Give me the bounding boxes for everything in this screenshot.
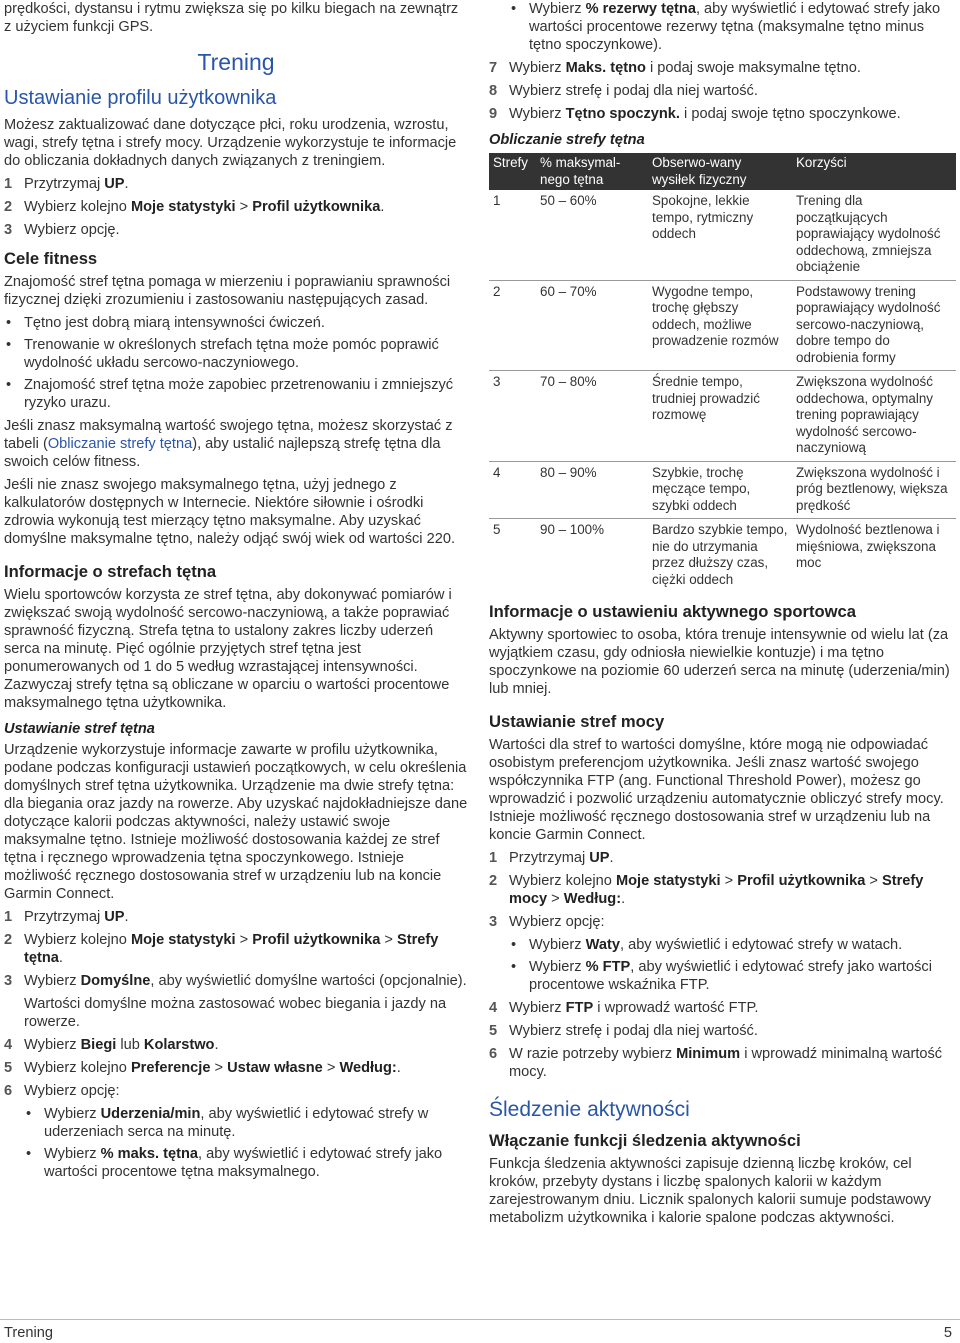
set-step-3: 3 Wybierz Domyślne, aby wyświetlić domyślne wartości (opcjonalnie). xyxy=(4,973,467,989)
table-row: 3 70 – 80% Średnie tempo, trudniej prowadzić rozmowę Zwiększona wydolność oddechowa, optymalny trening poprawiający wydolność sercowo-naczyniową xyxy=(489,371,956,462)
chapter-title: Trening xyxy=(197,49,275,75)
power-step-2: 2 Wybierz kolejno Moje statystyki > Profil użytkownika > Strefy mocy > Według:. xyxy=(489,873,924,907)
set-step-3-note: Wartości domyślne można zastosować wobec biegania i jazdy na rowerze. xyxy=(24,996,447,1030)
athlete-text: Aktywny sportowiec to osoba, która trenuje intensywnie od wielu lat (za wyjątkiem czasu, gdy odniosła niewielkie kontuzje) i ma tętno spoczynkowe na poziomie 60 uderzeń serca na minutę (uderzenia/min) lub mniej. xyxy=(489,627,950,697)
continued-options xyxy=(509,0,956,54)
athlete-heading: Informacje o ustawieniu aktywnego sportowca xyxy=(489,602,856,621)
list-item: • Trenowanie w określonych strefach tętna może pomóc poprawić wydolność układu sercowo-naczyniowego. xyxy=(6,337,439,371)
profile-heading: Ustawianie profilu użytkownika xyxy=(4,87,277,109)
list-item: • Wybierz % FTP, aby wyświetlić i edytować strefy jako wartości procentowe wskaźnika FTP. xyxy=(511,959,932,993)
fitness-text: Znajomość stref tętna pomaga w mierzeniu i poprawianiu sprawności fizycznej dzięki zrozumieniu i zastosowaniu następujących zasad. xyxy=(4,274,451,308)
footer-section-name: Trening xyxy=(4,1325,53,1341)
list-item: • Wybierz % rezerwy tętna, aby wyświetlić i edytować strefy jako wartości procentowe rezerwy tętna (maksymalne tętno minus tętno spoczynkowe). xyxy=(511,1,941,53)
tracking-heading: Śledzenie aktywności xyxy=(489,1098,690,1121)
col-header-exertion: Obserwo-wany wysiłek fizyczny xyxy=(648,153,792,190)
col-header-max-hr: % maksymal-nego tętna xyxy=(536,153,648,190)
intro-paragraph: prędkości, dystansu i rytmu zwiększa się po kilku biegach na zewnątrz z użyciem funkcji GPS. xyxy=(4,1,459,35)
fitness-paragraph-3: Jeśli nie znasz swojego maksymalnego tętna, użyj jednego z kalkulatorów dostępnych w Internecie. Niektóre siłownie i ośrodki zdrowia wykonują test mierzący tętno maksymalne. Aby uzyskać domyślne maksymalne tętno, należy odjąć swój wiek od wartości 220. xyxy=(4,477,455,547)
table-row: 2 60 – 70% Wygodne tempo, trochę głębszy oddech, możliwe prowadzenie rozmów Podstawowy trening poprawiający wydolność sercowo-naczyniową, dobre tempo do odrobienia formy xyxy=(489,280,956,371)
list-item: • Wybierz Waty, aby wyświetlić i edytować strefy w watach. xyxy=(511,937,903,953)
list-item: • Znajomość stref tętna może zapobiec przetrenowaniu i zmniejszyć ryzyko urazu. xyxy=(6,377,454,411)
power-step-5: 5 Wybierz strefę i podaj dla niej wartość. xyxy=(489,1023,758,1039)
set-zones-heading: Ustawianie stref tętna xyxy=(4,721,155,737)
set-step-1: 1 Przytrzymaj UP. xyxy=(4,909,129,925)
right-column xyxy=(489,0,956,1232)
list-item: • Wybierz Uderzenia/min, aby wyświetlić i edytować strefy w uderzeniach serca na minutę. xyxy=(26,1106,429,1140)
fitness-heading: Cele fitness xyxy=(4,249,98,268)
list-item: • Wybierz % maks. tętna, aby wyświetlić i edytować strefy jako wartości procentowe tętna maksymalnego. xyxy=(26,1146,443,1180)
set-step-2: 2 Wybierz kolejno Moje statystyki > Profil użytkownika > Strefy tętna. xyxy=(4,932,439,966)
table-row: 5 90 – 100% Bardzo szybkie tempo, nie do utrzymania przez dłuższy czas, ciężki oddech Wydolność beztlenowa i mięśniowa, zwiększona moc xyxy=(489,519,956,593)
col-header-zones: Strefy xyxy=(489,153,536,190)
power-step-6: 6 W razie potrzeby wybierz Minimum i wprowadź minimalną wartość mocy. xyxy=(489,1046,943,1080)
hr-zones-text: Wielu sportowców korzysta ze stref tętna, aby dokonywać pomiarów i zwiększać swoją wydolność sercowo-naczyniową, a także poprawiać sprawność fizyczną. Strefa tętna to ustalony zakres liczby uderzeń serca na minutę. Pięć ogólnie przyjętych stref tętna jest ponumerowanych od 1 do 5 według wzrastającej intensywności. Zazwyczaj strefy tętna są obliczane w oparciu o wartości procentowe maksymalnego tętna użytkownika. xyxy=(4,587,452,711)
power-step-4: 4 Wybierz FTP i wprowadź wartość FTP. xyxy=(489,1000,759,1016)
profile-step-2: 2 Wybierz kolejno Moje statystyki > Profil użytkownika. xyxy=(4,199,385,215)
list-item: • Tętno jest dobrą miarą intensywności ćwiczeń. xyxy=(6,315,325,331)
fitness-bullets xyxy=(4,314,468,412)
table-row: 4 80 – 90% Szybkie, trochę męczące tempo, szybki oddech Zwiększona wydolność i próg beztlenowy, większa prędkość xyxy=(489,461,956,519)
set-step-9: 9 Wybierz Tętno spoczynk. i podaj swoje tętno spoczynkowe. xyxy=(489,106,901,122)
set-step-7: 7 Wybierz Maks. tętno i podaj swoje maksymalne tętno. xyxy=(489,60,861,76)
profile-step-1: 1 Przytrzymaj UP. xyxy=(4,176,129,192)
tracking-text: Funkcja śledzenia aktywności zapisuje dzienną liczbę kroków, cel kroków, przebyty dystans i liczbę spalonych kalorii w każdym zarejestrowanym dniu. Licznik spalonych kalorii sumuje podstawowy metabolizm użytkownika i kalorie spalone podczas aktywności. xyxy=(489,1156,932,1226)
hr-zone-table xyxy=(489,153,956,592)
set-step-5: 5 Wybierz kolejno Preferencje > Ustaw własne > Według:. xyxy=(4,1060,401,1076)
set-step-4: 4 Wybierz Biegi lub Kolarstwo. xyxy=(4,1037,219,1053)
fitness-paragraph-2: Jeśli znasz maksymalną wartość swojego tętna, możesz skorzystać z tabeli (Obliczanie strefy tętna), aby ustalić najlepszą strefę tętna dla swoich celów fitness. xyxy=(4,418,453,470)
zone-table-link[interactable]: Obliczanie strefy tętna xyxy=(47,436,193,452)
power-step-1: 1 Przytrzymaj UP. xyxy=(489,850,614,866)
left-column xyxy=(4,0,468,1186)
footer-page-number: 5 xyxy=(943,1325,952,1341)
zone-table-title: Obliczanie strefy tętna xyxy=(489,132,645,148)
hr-zones-heading: Informacje o strefach tętna xyxy=(4,562,217,581)
footer-divider xyxy=(0,1319,960,1320)
table-row: 1 50 – 60% Spokojne, lekkie tempo, rytmiczny oddech Trening dla początkujących poprawiający wydolność oddechową, zmniejsza obciążenie xyxy=(493,193,941,274)
col-header-benefits: Korzyści xyxy=(792,153,956,190)
set-step-6: 6 Wybierz opcję: xyxy=(4,1083,120,1099)
set-step-6-options xyxy=(24,1105,468,1181)
profile-step-3: 3 Wybierz opcję. xyxy=(4,222,120,238)
power-heading: Ustawianie stref mocy xyxy=(489,712,665,731)
set-zones-text: Urządzenie wykorzystuje informacje zawarte w profilu użytkownika, podane podczas konfiguracji ustawień początkowych, w celu określenia domyślnych stref tętna użytkownika. Urządzenie ma dwie strefy tętna: dla biegania oraz jazdy na rowerze. Aby uzyskać najdokładniejsze dane dotyczące kalorii podczas aktywności, należy ustawić swoje maksymalne tętno. Istnieje możliwość dostosowania każdej ze stref tętna i ręcznego wprowadzenia tętna spoczynkowego. Istnieje możliwość ręcznego dostosowania stref w urządzeniu lub na koncie Garmin Connect. xyxy=(4,742,468,902)
table-header-row xyxy=(489,153,956,190)
power-step-3: 3 Wybierz opcję: xyxy=(489,914,605,930)
set-step-8: 8 Wybierz strefę i podaj dla niej wartość. xyxy=(489,83,758,99)
profile-text: Możesz zaktualizować dane dotyczące płci, roku urodzenia, wzrostu, wagi, strefy tętna i strefy mocy. Urządzenie wykorzystuje te informacje do obliczania dokładnych danych związanych z treningiem. xyxy=(4,117,457,169)
power-step-3-options xyxy=(509,936,956,994)
power-text: Wartości dla stref to wartości domyślne, które mogą nie odpowiadać osobistym preferencjom użytkownika. Jeśli znasz wartość swojego współczynnika FTP (ang. Functional Threshold Power), możesz go wprowadzić i pozwolić urządzeniu automatycznie obliczyć strefy mocy. Istnieje możliwość ręcznego dostosowania stref w urządzeniu lub na koncie Garmin Connect. xyxy=(489,737,944,843)
tracking-subheading: Włączanie funkcji śledzenia aktywności xyxy=(489,1131,801,1150)
